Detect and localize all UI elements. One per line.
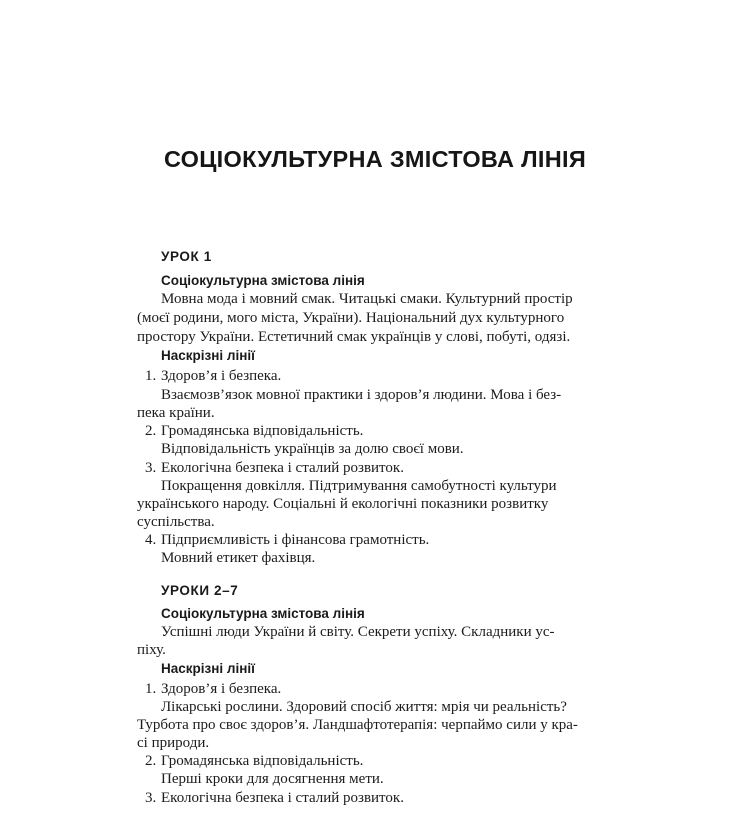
list-item-text: Відповідальність українців за долю своєї мови. [161, 441, 464, 457]
list-item-text: Лікарські рослини. Здоровий спосіб життя: мрія чи реальність? [161, 699, 567, 715]
lesson-2-7-sociocultural-heading: Соціокультурна змістова лінія [161, 606, 365, 621]
paragraph-line: Успішні люди України й світу. Секрети успіху. Складники ус- [161, 624, 555, 640]
list-item-text: Турбота про своє здоров’я. Ландшафтотерапія: черпаймо сили у кра- [137, 717, 578, 733]
list-item-text: пека країни. [137, 405, 215, 421]
list-item-number: 2. [145, 423, 157, 439]
paragraph-line: Мовна мода і мовний смак. Читацькі смаки. Культурний простір [161, 291, 573, 307]
list-item-text: сі природи. [137, 735, 210, 751]
list-item-title: Підприємливість і фінансова грамотність. [161, 532, 430, 548]
list-item-number: 3. [145, 460, 157, 476]
paragraph-line: простору України. Естетичний смак українців у слові, побуті, одязі. [137, 329, 571, 345]
paragraph-line: піху. [137, 642, 166, 658]
list-item-text: Покращення довкілля. Підтримування самобутності культури [161, 478, 557, 494]
lesson-2-7-cross-cutting-heading: Наскрізні лінії [161, 661, 255, 676]
list-item-text: Перші кроки для досягнення мети. [161, 771, 384, 787]
list-item-title: Громадянська відповідальність. [161, 753, 364, 769]
lesson-2-7-heading: УРОКИ 2–7 [161, 583, 239, 598]
list-item-title: Здоров’я і безпека. [161, 681, 282, 697]
list-item-number: 2. [145, 753, 157, 769]
paragraph-line: (моєї родини, мого міста, України). Національний дух культурного [137, 310, 565, 326]
lesson-1-cross-cutting-heading: Наскрізні лінії [161, 348, 255, 363]
list-item-title: Екологічна безпека і сталий розвиток. [161, 460, 404, 476]
list-item-title: Громадянська відповідальність. [161, 423, 364, 439]
list-item-text: Мовний етикет фахівця. [161, 550, 316, 566]
page-title: СОЦІОКУЛЬТУРНА ЗМІСТОВА ЛІНІЯ [163, 146, 587, 172]
list-item-number: 1. [145, 681, 157, 697]
lesson-1-sociocultural-heading: Соціокультурна змістова лінія [161, 273, 365, 288]
list-item-text: суспільства. [137, 514, 215, 530]
list-item-text: Взаємозв’язок мовної практики і здоров’я людини. Мова і без- [161, 387, 562, 403]
list-item-number: 1. [145, 368, 157, 384]
list-item-text: українського народу. Соціальні й екологічні показники розвитку [137, 496, 549, 512]
lesson-1-heading: УРОК 1 [161, 249, 212, 264]
list-item-title: Екологічна безпека і сталий розвиток. [161, 790, 404, 806]
list-item-number: 3. [145, 790, 157, 806]
list-item-number: 4. [145, 532, 157, 548]
list-item-title: Здоров’я і безпека. [161, 368, 282, 384]
